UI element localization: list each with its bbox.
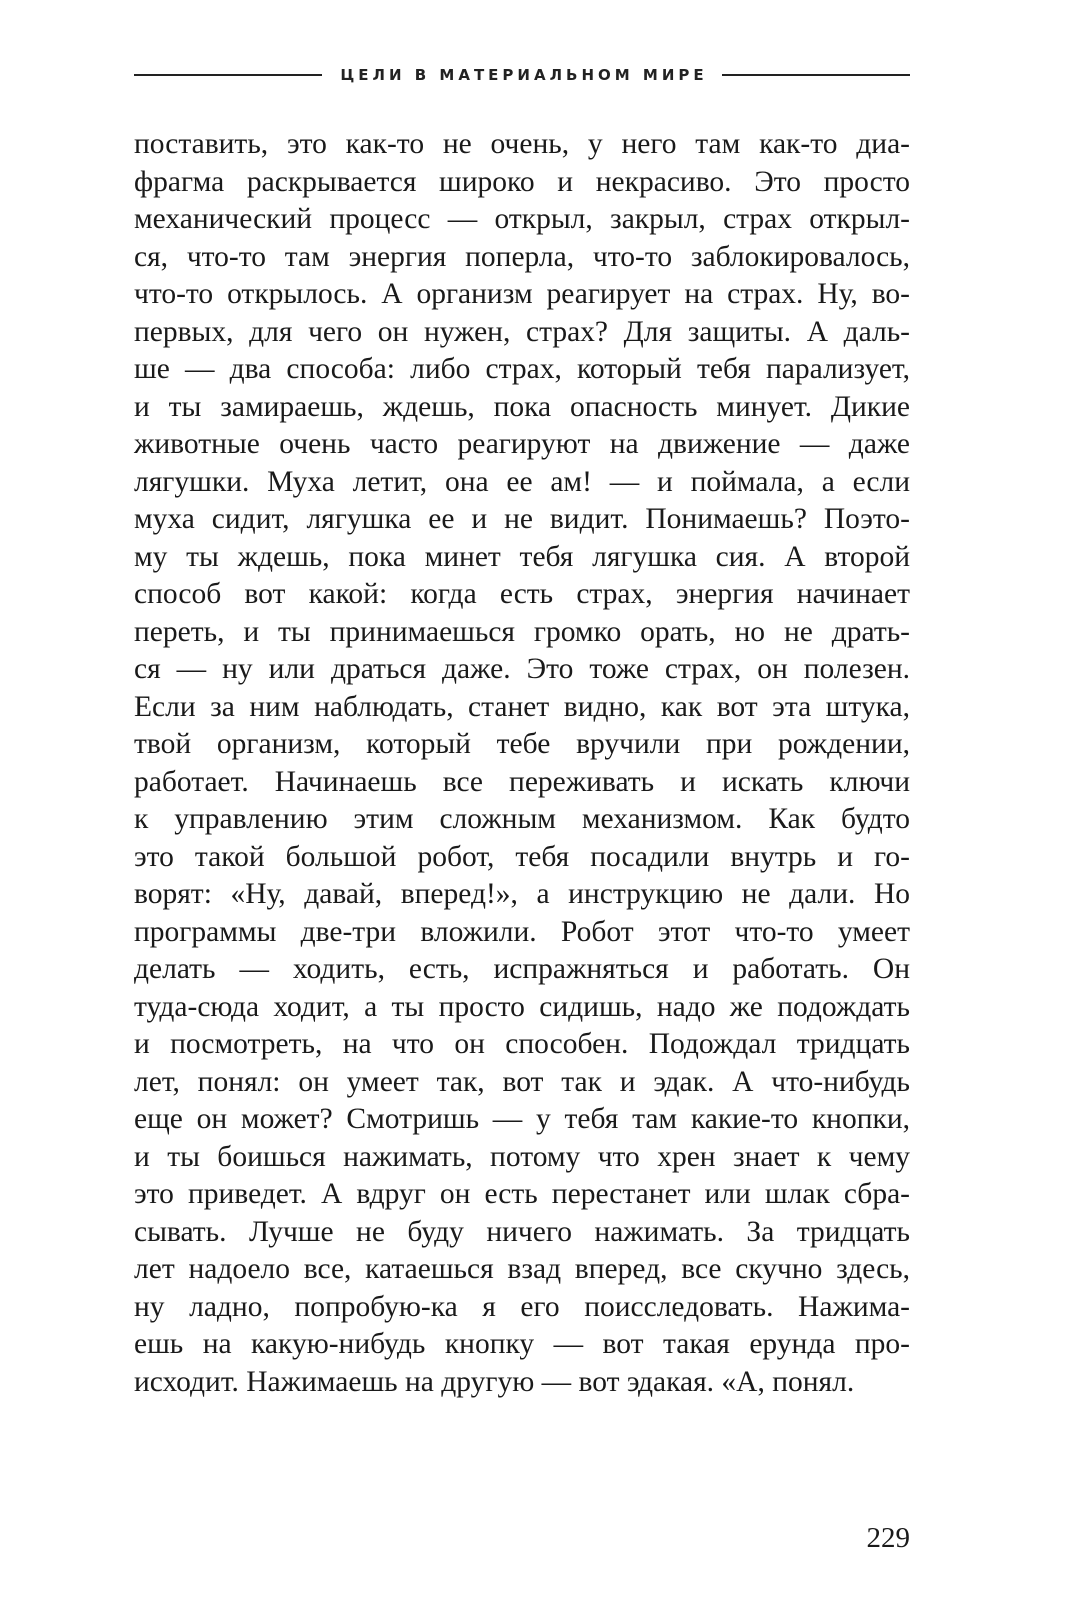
text-line: это такой большой робот, тебя посадили внутрь и го- [134, 840, 910, 873]
text-line: механический процесс — открыл, закрыл, страх открыл- [134, 203, 910, 235]
text-line: переть, и ты принимаешься громко орать, но не драть- [134, 615, 910, 648]
text-line: лет надоело все, катаешься взад вперед, все скучно здесь, [134, 1253, 910, 1285]
text-line: твой организм, который тебе вручили при рождении, [134, 728, 910, 760]
text-line: туда-сюда ходит, а ты просто сидишь, надо же подождать [134, 990, 910, 1023]
text-line: лет, понял: он умеет так, вот так и эдак. А что-нибудь [134, 1065, 910, 1098]
body-text [134, 126, 910, 1401]
text-line: делать — ходить, есть, испражняться и работать. Он [134, 953, 910, 985]
text-line: сывать. Лучше не буду ничего нажимать. За тридцать [134, 1215, 910, 1248]
text-line: и ты боишься нажимать, потому что хрен знает к чему [134, 1140, 910, 1173]
text-line: и посмотреть, на что он способен. Подождал тридцать [134, 1028, 910, 1060]
text-line: к управлению этим сложным механизмом. Как будто [134, 803, 910, 835]
text-line: Если за ним наблюдать, станет видно, как вот эта штука, [134, 690, 910, 723]
text-line: ся — ну или драться даже. Это тоже страх, он полезен. [134, 653, 910, 685]
text-line: ся, что-то там энергия поперла, что-то заблокировалось, [134, 240, 910, 273]
text-line: работает. Начинаешь все переживать и искать ключи [134, 765, 910, 798]
text-line: и ты замираешь, ждешь, пока опасность минует. Дикие [134, 390, 910, 423]
text-line: животные очень часто реагируют на движение — даже [134, 428, 910, 460]
text-line: ну ладно, попробую-ка я его поисследовать. Нажима- [134, 1290, 910, 1323]
page-number: 229 [866, 1522, 910, 1554]
text-line: ешь на какую-нибудь кнопку — вот такая ерунда про- [134, 1328, 910, 1360]
text-line: это приведет. А вдруг он есть перестанет или шлак сбра- [134, 1178, 910, 1210]
text-line: муха сидит, лягушка ее и не видит. Понимаешь? Поэто- [134, 503, 910, 535]
text-line: исходит. Нажимаешь на другую — вот эдакая. «А, понял. [134, 1365, 855, 1398]
text-line: фрагма раскрывается широко и некрасиво. Это просто [134, 165, 910, 198]
text-line: ворят: «Ну, давай, вперед!», а инструкцию не дали. Но [134, 878, 910, 910]
text-line: му ты ждешь, пока минет тебя лягушка сия. А второй [134, 540, 910, 573]
running-head-title: ЦЕЛИ В МАТЕРИАЛЬНОМ МИРЕ [340, 66, 708, 84]
running-head-left-rule [134, 74, 322, 76]
text-line: поставить, это как-то не очень, у него там как-то диа- [134, 128, 910, 160]
running-head [134, 62, 910, 88]
text-line: еще он может? Смотришь — у тебя там какие-то кнопки, [134, 1103, 910, 1135]
text-line: первых, для чего он нужен, страх? Для защиты. А даль- [134, 315, 910, 348]
text-line: способ вот какой: когда есть страх, энергия начинает [134, 578, 910, 610]
running-head-right-rule [722, 74, 910, 76]
text-line: ше — два способа: либо страх, который тебя парализует, [134, 353, 910, 385]
text-line: что-то открылось. А организм реагирует на страх. Ну, во- [134, 278, 910, 310]
text-line: лягушки. Муха летит, она ее ам! — и поймала, а если [134, 465, 910, 498]
text-line: программы две-три вложили. Робот этот что-то умеет [134, 915, 910, 948]
